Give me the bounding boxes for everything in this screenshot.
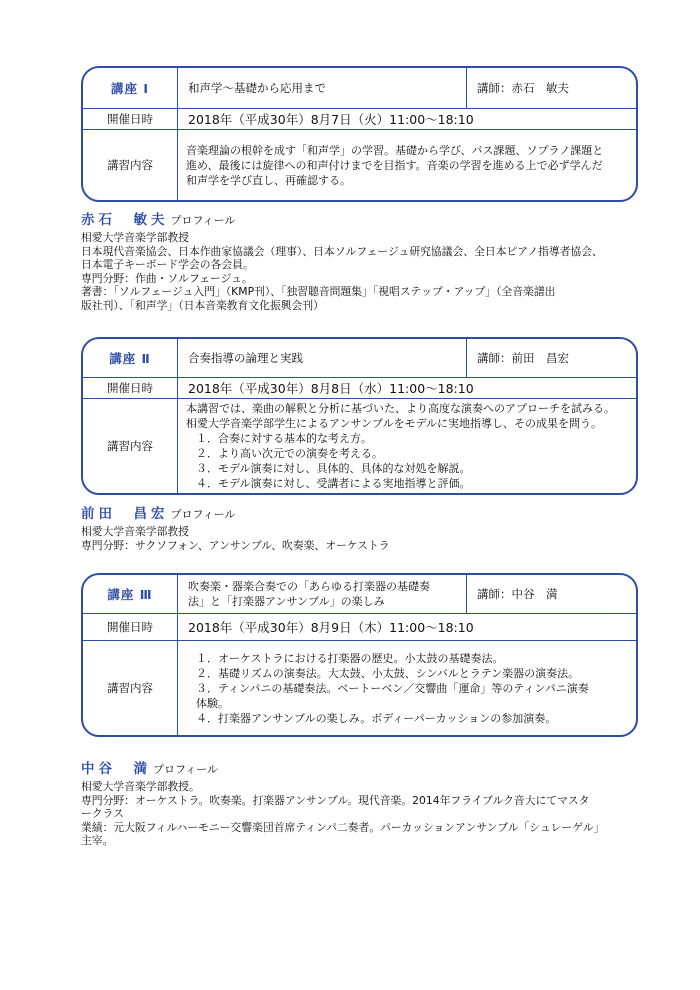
course-date: 2018年（平成30年）8月9日（木）11:00～18:10	[188, 620, 474, 635]
profile-name: 中谷 満	[81, 761, 151, 777]
profile-2: 前田 昌宏 プロフィール 相愛大学音楽学部教授 専門分野：サクソフォン、アンサンブル、吹奏楽、オーケストラ	[81, 506, 390, 552]
course-lecturer: 講師：前田 昌宏	[477, 351, 569, 365]
profile-suffix: プロフィール	[170, 214, 236, 227]
profile-3: 中谷 満 プロフィール 相愛大学音楽学部教授。 専門分野：オーケストラ。吹奏楽。打楽器アンサンブル。現代音楽。2014年フライブルク音大にてマスタ ークラス 業績：元大阪フィルハーモニー交響楽団首席ティンパ二奏者。パーカッションアンサンブル「シュレーゲル」 主宰。	[81, 761, 605, 848]
course-date: 2018年（平成30年）8月7日（火）11:00～18:10	[188, 112, 474, 127]
course-header-row	[83, 575, 636, 613]
course-title: 合奏指導の論理と実践	[178, 339, 467, 377]
course-label: 講座 Ⅱ	[83, 339, 178, 377]
course-table-2	[81, 337, 638, 495]
profile-1: 赤石 敏夫 プロフィール 相愛大学音楽学部教授 日本現代音楽協会、日本作曲家協議会（理事）、日本ソルフェージュ研究協議会、全日本ピアノ指導者協会、 日本電子キーボード学会の各会員。 専門分野：作曲・ソルフェージュ。 著書：「ソルフェージュ入門」（KMP刊）、「独習聴音問題集」「視唱ステップ・アップ」（全音楽譜出 版社刊）、「和声学」（日本音楽教育文化振興会刊）	[81, 212, 603, 312]
course-label: 講座 Ⅲ	[83, 575, 178, 613]
course-lecturer: 講師：中谷 満	[477, 587, 558, 601]
course-content: 音楽理論の根幹を成す「和声学」の学習。基礎から学び、バス課題、ソプラノ課題と 進め、最後には旋律への和声付けまでを目指す。音楽の学習を進める上で必ず学んだ 和声学を学び直し、再確認する。	[186, 143, 604, 187]
profile-suffix: プロフィール	[170, 508, 236, 521]
course-date-row	[83, 108, 636, 129]
course-content-row	[83, 129, 636, 200]
content-label: 講習内容	[83, 641, 178, 735]
course-header-row	[83, 68, 636, 108]
course-date: 2018年（平成30年）8月8日（水）11:00～18:10	[188, 381, 474, 396]
course-date-row	[83, 377, 636, 398]
profile-name: 前田 昌宏	[81, 506, 169, 522]
profile-name: 赤石 敏夫	[81, 212, 169, 228]
course-title: 吹奏楽・器楽合奏での「あらゆる打楽器の基礎奏 法」と「打楽器アンサンブル」の楽しみ	[178, 575, 467, 613]
content-label: 講習内容	[83, 130, 178, 200]
content-label: 講習内容	[83, 399, 178, 493]
course-content-row	[83, 398, 636, 493]
course-date-row	[83, 613, 636, 640]
date-label: 開催日時	[83, 378, 178, 398]
course-content-row	[83, 640, 636, 735]
date-label: 開催日時	[83, 614, 178, 640]
course-title: 和声学～基礎から応用まで	[178, 68, 467, 108]
course-table-3	[81, 573, 638, 737]
course-label: 講座 Ⅰ	[83, 68, 178, 108]
course-lecturer: 講師：赤石 敏夫	[477, 81, 569, 95]
course-content: １．オーケストラにおける打楽器の歴史。小太鼓の基礎奏法。 ２．基礎リズムの演奏法。大太鼓、小太鼓、シンバルとラテン楽器の演奏法。 ３．ティンパニの基礎奏法。ベートーベン／交響曲「運命」等のティンパニ演奏 体験。 ４．打楽器アンサンブルの楽しみ。ボディーパーカッションの参加演奏。	[196, 651, 589, 725]
course-header-row	[83, 339, 636, 377]
date-label: 開催日時	[83, 109, 178, 129]
profile-suffix: プロフィール	[153, 763, 218, 776]
course-table-1	[81, 66, 638, 202]
course-content: 本講習では、楽曲の解釈と分析に基づいた、より高度な演奏へのアプローチを試みる。 相愛大学音楽学部学生によるアンサンブルをモデルに実地指導し、その成果を問う。 １．合奏に対する基本的な考え方。 ２．より高い次元での演奏を考える。 ３．モデル演奏に対し、具体的、具体的な対処を解説。 ４．モデル演奏に対し、受講者による実地指導と評価。	[186, 402, 615, 490]
